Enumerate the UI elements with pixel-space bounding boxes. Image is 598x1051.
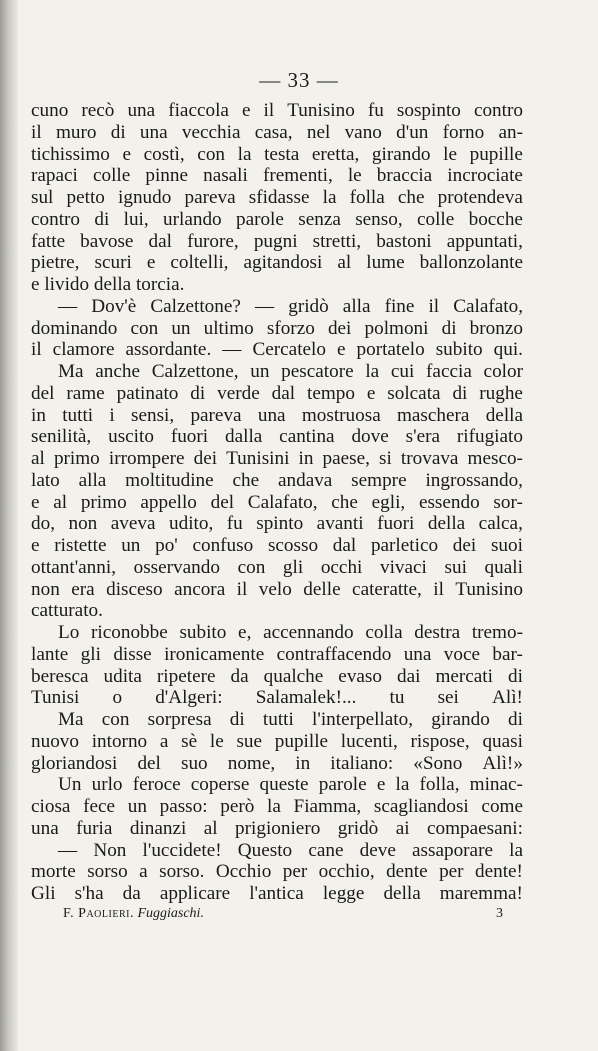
text-line: cuno recò una fiaccola e il Tunisino fu sospinto contro (31, 100, 523, 121)
text-line: Ma con sorpresa di tutti l'interpellato, girando di (58, 709, 523, 730)
text-line: nuovo intorno a sè le sue pupille lucenti, rispose, quasi (31, 730, 523, 752)
text-line: rapaci colle pinne nasali frementi, le braccia incrociate (31, 165, 523, 187)
text-line: ottant'anni, osservando con gli occhi vivaci sui quali (31, 556, 523, 578)
text-line: — Dov'è Calzettone? — gridò alla fine il Calafato, (58, 295, 523, 317)
text-line: Ma anche Calzettone, un pescatore la cui faccia color (58, 361, 523, 382)
text-line: Gli s'ha da applicare l'antica legge della maremma! (31, 883, 523, 904)
binding-shadow (0, 0, 18, 1051)
page-footer (63, 906, 503, 922)
text-line: non era disceso ancora il velo delle cateratte, il Tunisino (31, 578, 523, 600)
text-line: tichissimo e costì, con la testa eretta, girando le pupille (31, 143, 523, 165)
signature-mark: 3 (496, 906, 503, 921)
text-line: do, non aveva udito, fu spinto avanti fuori della calca, (31, 513, 523, 535)
text-line: in tutti i sensi, pareva una mostruosa maschera della (31, 404, 523, 426)
text-line: fatte bavose dal furore, pugni stretti, bastoni appuntati, (31, 230, 523, 252)
text-line: contro di lui, urlando parole senza senso, colle bocche (31, 208, 523, 230)
body-text (31, 100, 523, 905)
text-line: catturato. (31, 600, 103, 622)
text-line: Lo riconobbe subito e, accennando colla destra tremo- (58, 622, 523, 643)
text-line: sul petto ignudo pareva sfidasse la folla che protendeva (31, 187, 523, 208)
text-line: e livido della torcia. (31, 274, 185, 295)
text-line: del rame patinato di verde dal tempo e solcata di rughe (31, 382, 523, 404)
text-line: Un urlo feroce coperse queste parole e la folla, minac- (58, 774, 523, 796)
text-line: al primo irrompere dei Tunisini in paese, si trovava mesco- (31, 448, 523, 469)
text-line: gloriandosi del suo nome, in italiano: «Sono Alì!» (31, 752, 523, 774)
text-line: ciosa fece un passo: però la Fiamma, scagliandosi come (31, 796, 523, 817)
text-line: il muro di una vecchia casa, nel vano d'un forno an- (31, 121, 523, 143)
text-line: dominando con un ultimo sforzo dei polmoni di bronzo (31, 317, 523, 339)
text-line: una furia dinanzi al prigioniero gridò ai compaesani: (31, 817, 523, 839)
page-number: — 33 — (259, 68, 339, 92)
text-line: e al primo appello del Calafato, che egli, essendo sor- (31, 491, 523, 513)
footer-title: Fuggiaschi. (137, 906, 204, 921)
text-line: Tunisi o d'Algeri: Salamalek!... tu sei Alì! (31, 687, 523, 709)
text-line: senilità, uscito fuori dalla cantina dove s'era rifugiato (31, 426, 523, 448)
text-line: lante gli disse ironicamente contraffacendo una voce bar- (31, 643, 523, 665)
text-line: pietre, scuri e coltelli, agitandosi al lume ballonzolante (31, 252, 523, 274)
text-line: lato alla moltitudine che andava sempre ingrossando, (31, 469, 523, 491)
footer-author: F. Paolieri. (63, 906, 134, 921)
text-line: e ristette un po' confuso scosso dal parletico dei suoi (31, 535, 523, 556)
text-line: morte sorso a sorso. Occhio per occhio, dente per dente! (31, 861, 523, 883)
footer-citation (63, 906, 204, 922)
text-line: — Non l'uccidete! Questo cane deve assaporare la (58, 839, 523, 861)
text-line: il clamore assordante. — Cercatelo e portatelo subito qui. (31, 339, 523, 361)
text-line: beresca udita ripetere da qualche evaso dai mercati di (31, 665, 523, 687)
